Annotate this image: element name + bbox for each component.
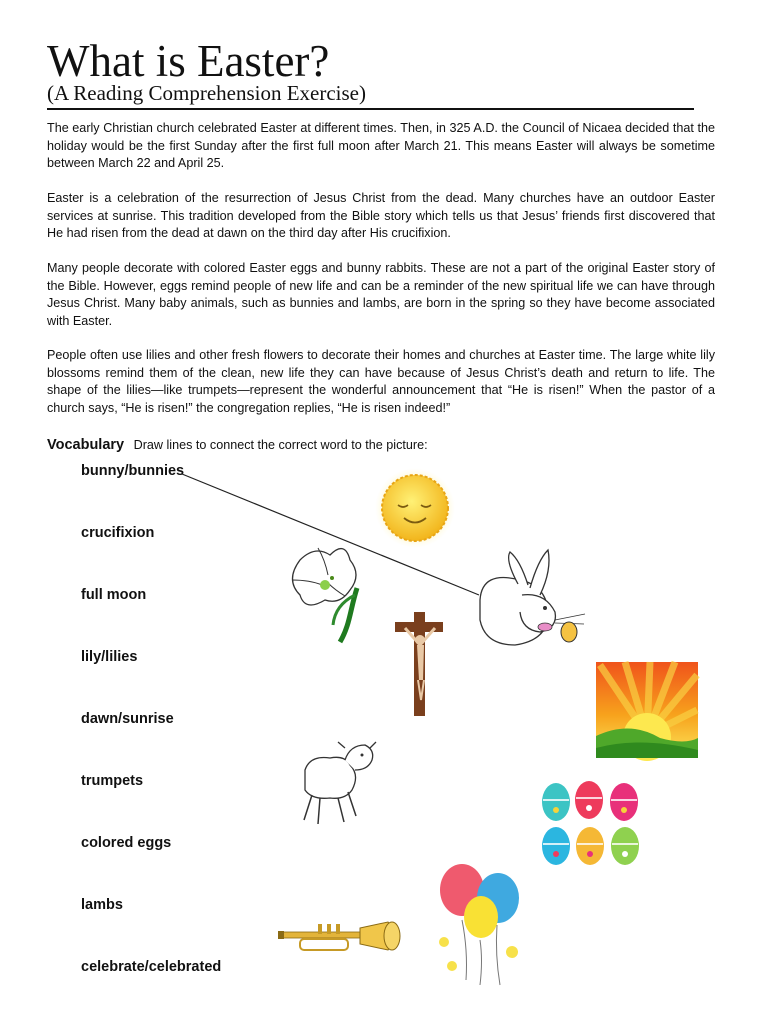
vocabulary-instruction: Draw lines to connect the correct word to the picture:	[133, 438, 428, 452]
crucifix-icon[interactable]	[395, 612, 443, 716]
trumpet-icon[interactable]	[278, 922, 400, 950]
paragraph-1: The early Christian church celebrated Easter at different times. Then, in 325 A.D. the Council of Nicaea decided that the holiday would be the first Sunday after the first full moon after March 21. This means Easter will always be sometime between March 22 and April 25.	[47, 121, 715, 170]
sun-icon[interactable]	[375, 468, 455, 548]
vocab-word-dawn[interactable]: dawn/sunrise	[81, 711, 174, 727]
easter-eggs-icon[interactable]	[542, 781, 639, 865]
paragraph-3: Many people decorate with colored Easter eggs and bunny rabbits. These are not a part of the original Easter story of the Bible. However, eggs remind people of new life and can be a reminder of the new spiritual life we can have through Jesus Christ. Many baby animals, such as bunnies and lambs, are born in the spring so they have become associated with Easter.	[47, 261, 715, 328]
vocab-word-full-moon[interactable]: full moon	[81, 587, 147, 603]
balloons-icon[interactable]	[439, 864, 519, 985]
bunny-icon[interactable]	[480, 550, 585, 645]
paragraph-2: Easter is a celebration of the resurrection of Jesus Christ from the dead. Many churches have an outdoor Easter services at sunrise. This tradition developed from the Bible story which tells us that Jesus’ friends first discovered that He had risen from the dead at dawn on the third day after His crucifixion.	[47, 191, 715, 240]
vocab-word-trumpets[interactable]: trumpets	[81, 773, 144, 789]
lily-icon[interactable]	[292, 548, 357, 642]
vocabulary-label: Vocabulary	[47, 437, 125, 453]
vocab-word-lily[interactable]: lily/lilies	[81, 649, 138, 665]
vocab-word-colored-eggs[interactable]: colored eggs	[81, 835, 172, 851]
vocab-word-lambs[interactable]: lambs	[81, 897, 123, 913]
vocab-word-bunny[interactable]: bunny/bunnies	[81, 463, 185, 479]
page-title: What is Easter?	[47, 36, 330, 86]
lamb-icon[interactable]	[304, 742, 376, 824]
vocab-word-celebrate[interactable]: celebrate/celebrated	[81, 959, 222, 975]
sunrise-landscape-icon[interactable]	[596, 662, 698, 761]
vocab-word-crucifixion[interactable]: crucifixion	[81, 525, 155, 541]
page-subtitle: (A Reading Comprehension Exercise)	[47, 81, 366, 105]
paragraph-4: People often use lilies and other fresh flowers to decorate their homes and churches at Easter time. The large white lily blossoms remind them of the clean, new life they can have because of Jesus Christ’s death and return to life. The shape of the lilies—like trumpets—represent the wonderful announcement that “He is risen!” When the pastor of a church says, “He is risen!” the congregation replies, “He is risen indeed!”	[47, 348, 715, 415]
